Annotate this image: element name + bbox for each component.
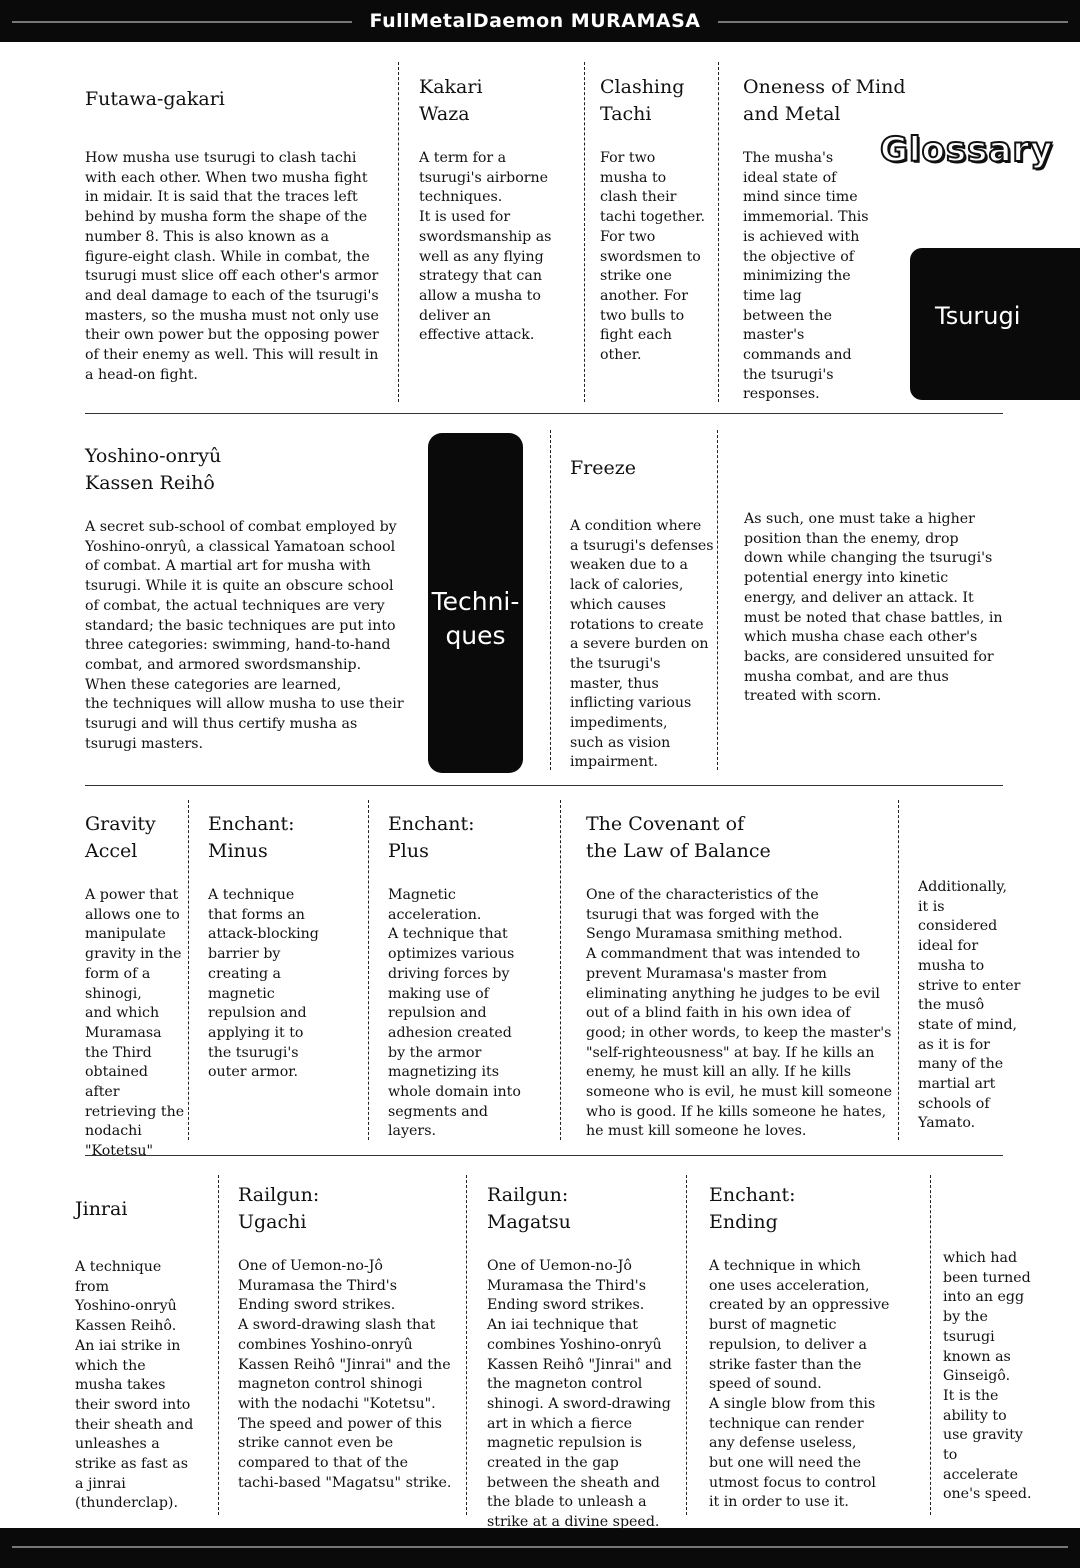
entry-jinrai — [75, 1196, 215, 1514]
row-separator — [85, 1155, 1003, 1156]
column-divider — [218, 1175, 219, 1515]
entry-body: One of Uemon-no-Jô Muramasa the Third's Ending sword strikes. An iai technique that combines Yoshino-onryû Kassen Reihô "Jinrai" and the magneton control shinogi. A sword-drawing art in which a fierce magnetic repulsion is created in the gap between the sheath and the blade to unleash a strike at a divine speed. — [487, 1258, 672, 1531]
entry-body: A power that allows one to manipulate gravity in the form of a shinogi, and which Muramasa the Third obtained after retrieving the nodachi "Kotetsu" — [85, 887, 185, 1160]
entry-title: Jinrai — [75, 1198, 128, 1220]
entry-body: Additionally, it is considered ideal for musha to strive to enter the musô state of mind, as it is for many of the martial art schools of Yamato. — [918, 879, 1021, 1132]
entry-freeze-continued — [744, 510, 1014, 707]
entry-body: Magnetic acceleration. A technique that optimizes various driving forces by making use of repulsion and adhesion created by the armor magnetizing its whole domain into segments and layers. — [388, 887, 521, 1140]
entry-body: A technique that forms an attack-blocking barrier by creating a magnetic repulsion and applying it to the tsurugi's outer armor. — [208, 887, 319, 1081]
column-divider — [686, 1175, 687, 1515]
entry-title: Oneness of Mind and Metal — [743, 76, 906, 125]
entry-futawa-gakari — [85, 86, 390, 385]
entry-title: The Covenant of the Law of Balance — [586, 813, 771, 862]
header-rule-right — [718, 21, 1068, 23]
entry-body: As such, one must take a higher position than the enemy, drop down while changing the tsurugi's potential energy into kinetic energy, and deliver an attack. It must be noted that chase battles, in which musha chase each other's backs, are considered unsuited for musha combat, and are thus treated with scorn. — [744, 511, 1003, 705]
entry-body: The musha's ideal state of mind since time immemorial. This is achieved with the objective of minimizing the time lag between the master's commands and the tsurugi's responses. — [743, 150, 869, 403]
column-divider — [466, 1175, 467, 1515]
entry-body: A technique from Yoshino-onryû Kassen Reihô. An iai strike in which the musha takes their sword into their sheath and unleashes a strike as fast as a jinrai (thunderclap). — [75, 1259, 194, 1512]
entry-body: For two musha to clash their tachi together. For two swordsmen to strike one another. For two bulls to fight each other. — [600, 150, 705, 364]
column-divider — [560, 800, 561, 1140]
entry-ending-continued — [943, 1249, 1073, 1505]
entry-yoshino — [85, 443, 415, 754]
entry-body: A secret sub-school of combat employed by Yoshino-onryû, a classical Yamatoan school of combat. A martial art for musha with tsurugi. While it is quite an obscure school of combat, the actual techniques are very standard; the basic techniques are put into three categories: swimming, hand-to-hand combat, and armored swordsmanship. When these categories are learned, the techniques will allow musha to use their tsurugi and will thus certify musha as tsurugi masters. — [85, 519, 404, 752]
column-divider — [398, 62, 399, 402]
entry-covenant-continued — [918, 878, 1068, 1134]
column-divider — [717, 430, 718, 770]
entry-body: A term for a tsurugi's airborne techniques. It is used for swordsmanship as well as any flying strategy that can allow a musha to deliver an effective attack. — [419, 150, 552, 344]
header-title: FullMetalDaemon MURAMASA — [355, 10, 715, 32]
entry-title: Railgun: Ugachi — [238, 1184, 320, 1233]
footer-bar — [0, 1528, 1080, 1568]
entry-clashing-tachi — [600, 74, 715, 366]
entry-body: A technique in which one uses acceleration, created by an oppressive burst of magnetic repulsion, to deliver a strike faster than the speed of sound. A single blow from this technique can render any defense useless, but one will need the utmost focus to control it in order to use it. — [709, 1258, 890, 1511]
row-separator — [85, 785, 1003, 786]
entry-body: How musha use tsurugi to clash tachi with each other. When two musha fight in midair. It is said that the traces left behind by musha form the shape of the number 8. This is also known as a figure-eight clash. While in combat, the tsurugi must slice off each other's armor and deal damage to each of the tsurugi's masters, so the musha must not only use their own power but the opposing power of their enemy as well. This will result in a head-on fight. — [85, 150, 379, 383]
entry-body: which had been turned into an egg by the tsurugi known as Ginseigô. It is the ability to use gravity to accelerate one's speed. — [943, 1250, 1032, 1503]
entry-title: Futawa-gakari — [85, 88, 225, 110]
entry-body: One of Uemon-no-Jô Muramasa the Third's Ending sword strikes. A sword-drawing slash that combines Yoshino-onryû Kassen Reihô "Jinrai" and the magneton control shinogi with the nodachi "Kotetsu". The speed and power of this strike cannot even be compared to that of the tachi-based "Magatsu" strike. — [238, 1258, 452, 1491]
entry-enchant-ending — [709, 1182, 927, 1513]
tsurugi-section-label: Tsurugi — [935, 302, 1021, 330]
entry-title: Enchant: Ending — [709, 1184, 796, 1233]
entry-title: Kakari Waza — [419, 76, 483, 125]
column-divider — [584, 62, 585, 402]
entry-title: Freeze — [570, 457, 637, 479]
entry-title: Enchant: Plus — [388, 813, 475, 862]
entry-title: Enchant: Minus — [208, 813, 295, 862]
entry-title: Gravity Accel — [85, 813, 156, 862]
entry-gravity-accel — [85, 811, 187, 1162]
entry-title: Railgun: Magatsu — [487, 1184, 571, 1233]
header-rule-left — [12, 21, 352, 23]
entry-enchant-plus — [388, 811, 558, 1142]
entry-freeze — [570, 455, 715, 773]
entry-title: Clashing Tachi — [600, 76, 685, 125]
entry-railgun-magatsu — [487, 1182, 683, 1533]
entry-covenant — [586, 811, 894, 1142]
column-divider — [188, 800, 189, 1140]
entry-body: A condition where a tsurugi's defenses weaken due to a lack of calories, which causes rotations to create a severe burden on the tsurugi's master, thus inflicting various impediments, such as vision impairment. — [570, 518, 714, 771]
row-separator — [85, 413, 1003, 414]
entry-title: Yoshino-onryû Kassen Reihô — [85, 445, 222, 494]
column-divider — [368, 800, 369, 1140]
glossary-label: Glossary — [880, 130, 1054, 170]
entry-railgun-ugachi — [238, 1182, 464, 1493]
column-divider — [930, 1175, 931, 1515]
entry-kakari-waza — [419, 74, 579, 346]
entry-oneness — [743, 74, 913, 405]
entry-body: One of the characteristics of the tsurugi that was forged with the Sengo Muramasa smithing method. A commandment that was intended to prevent Muramasa's master from eliminating anything he judges to be evil out of a blind faith in his own idea of good; in other words, to keep the master's "self-righteousness" at bay. If he kills an enemy, he must kill an ally. If he kills someone who is evil, he must kill someone who is good. If he kills someone he hates, he must kill someone he loves. — [586, 887, 893, 1140]
column-divider — [898, 800, 899, 1140]
header-bar — [0, 0, 1080, 42]
column-divider — [550, 430, 551, 770]
footer-rule — [12, 1546, 1068, 1548]
entry-enchant-minus — [208, 811, 366, 1083]
column-divider — [718, 62, 719, 402]
techniques-section-label: Techni- ques — [431, 587, 520, 650]
